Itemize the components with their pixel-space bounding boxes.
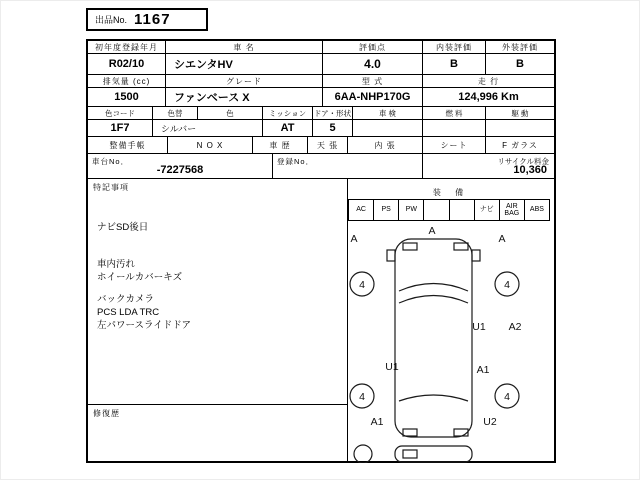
reg-no-cell [273,154,423,178]
doors-label: ドア・形状 [313,108,352,118]
wheel-grade-mark: 4 [359,391,365,403]
drive-label: 駆 動 [511,108,529,118]
repair-history-label: 修復歴 [93,409,120,418]
interior-grade-value: B [423,54,486,74]
chassis-no-cell [88,154,273,178]
transmission-label: ミッション [263,107,313,119]
diagram-marks [350,225,522,428]
car-name-value: シエンタHV [166,54,323,74]
headliner-label: 天 張 [308,137,348,153]
note-group [97,293,343,332]
color-code-label: 色コード [88,107,153,119]
equipment-cell: ABS [524,199,550,221]
grade-label: グレード [166,75,323,87]
equipment-row [348,199,550,221]
seat-label: シート [423,137,486,153]
equipment-cell: PS [373,199,399,221]
note-item: PCS LDA TRC [97,307,160,318]
wheel-grade-mark: 4 [504,279,510,291]
note-item: 左パワースライドドア [97,320,191,331]
wheel-grade-mark: 4 [359,279,365,291]
doors-value: 5 [313,120,353,136]
notes-list [97,221,343,341]
reg-no-label: 登録No． [277,157,315,166]
equipment-cell: ナビ [474,199,500,221]
color-value: シルバー [153,120,263,136]
damage-mark: A [428,225,436,237]
car-diagram-svg [348,223,553,463]
displacement-value: 1500 [88,88,166,106]
inspection-value-cell [353,120,423,136]
damage-mark: A1 [476,364,490,376]
color-label: 色 [198,107,263,119]
recycle-fee-label: リサイクル料金 [497,157,549,166]
color-code-value: 1F7 [88,120,153,136]
value-row-3 [88,120,554,137]
note-group [97,221,343,234]
equipment-header: 装 備 [432,188,470,197]
value-row-2 [88,88,554,107]
equipment-cell: AC [348,199,374,221]
note-item: 車内汚れ [97,259,136,270]
model-code-value: 6AA-NHP170G [323,88,423,106]
auction-no-value: 1167 [134,11,171,28]
notes-header: 特記事項 [93,183,129,192]
header-row-1 [88,41,554,54]
note-item: ナビSD後日 [97,222,149,233]
recycle-fee-value: 10,360 [513,164,547,176]
history-label: 車 歴 [253,137,308,153]
car-outline [354,239,480,463]
header-row-2 [88,75,554,88]
note-item: バックカメラ [97,294,155,305]
score-value: 4.0 [323,54,423,74]
first-reg-label: 初年度登録年月 [88,41,166,53]
equipment-cell: AIR BAG [499,199,525,221]
damage-mark: A1 [370,416,384,428]
equipment-cell: PW [398,199,424,221]
model-code-label: 型 式 [323,75,423,87]
displacement-label: 排気量 (cc) [88,75,166,87]
nox-label: N O X [168,137,253,153]
equipment-diagram-section [348,179,554,461]
sheet-body [86,39,556,463]
grade-value: ファンベース X [166,88,323,106]
value-row-1 [88,54,554,75]
damage-mark: U1 [472,321,486,333]
chassis-no-value: -7227568 [156,163,204,176]
equipment-cell [449,199,475,221]
damage-mark: A [498,233,506,245]
recycle-fee-cell [423,154,554,178]
fuel-value-cell [423,120,486,136]
exterior-grade-label: 外装評価 [502,42,538,52]
note-item: ホイールカバーキズ [97,272,183,283]
chassis-row [88,154,554,179]
header-row-3 [88,107,554,120]
exterior-grade-value: B [516,58,524,70]
auction-no-box [86,8,208,31]
maintenance-book-label: 整備手帳 [88,137,168,153]
damage-mark: U2 [483,416,497,428]
mileage-value: 124,996 Km [458,91,519,103]
condition-row [88,137,554,154]
door-trim-label: 内 張 [348,137,423,153]
notes-section [88,179,348,461]
chassis-no-label: 車台No． [92,157,130,166]
repair-divider [88,404,347,405]
car-name-label: 車 名 [166,41,323,53]
fuel-label: 燃 料 [423,107,486,119]
first-reg-value: R02/10 [88,54,166,74]
damage-mark: A [350,233,358,245]
interior-grade-label: 内装評価 [423,41,486,53]
score-label: 評価点 [323,41,423,53]
transmission-value: AT [263,120,313,136]
note-group [97,258,343,284]
front-glass-label: F ガラス [502,140,538,150]
damage-mark: A2 [508,321,522,333]
damage-mark: U1 [385,361,399,373]
lower-section [88,179,554,461]
equipment-cell [423,199,449,221]
auction-no-label: 出品No. [95,15,128,25]
drive-value-cell [486,120,554,136]
wheel-grade-mark: 4 [504,391,510,403]
color-change-label: 色替 [153,107,198,119]
mileage-label: 走 行 [477,76,500,86]
inspection-label: 車 検 [353,107,423,119]
